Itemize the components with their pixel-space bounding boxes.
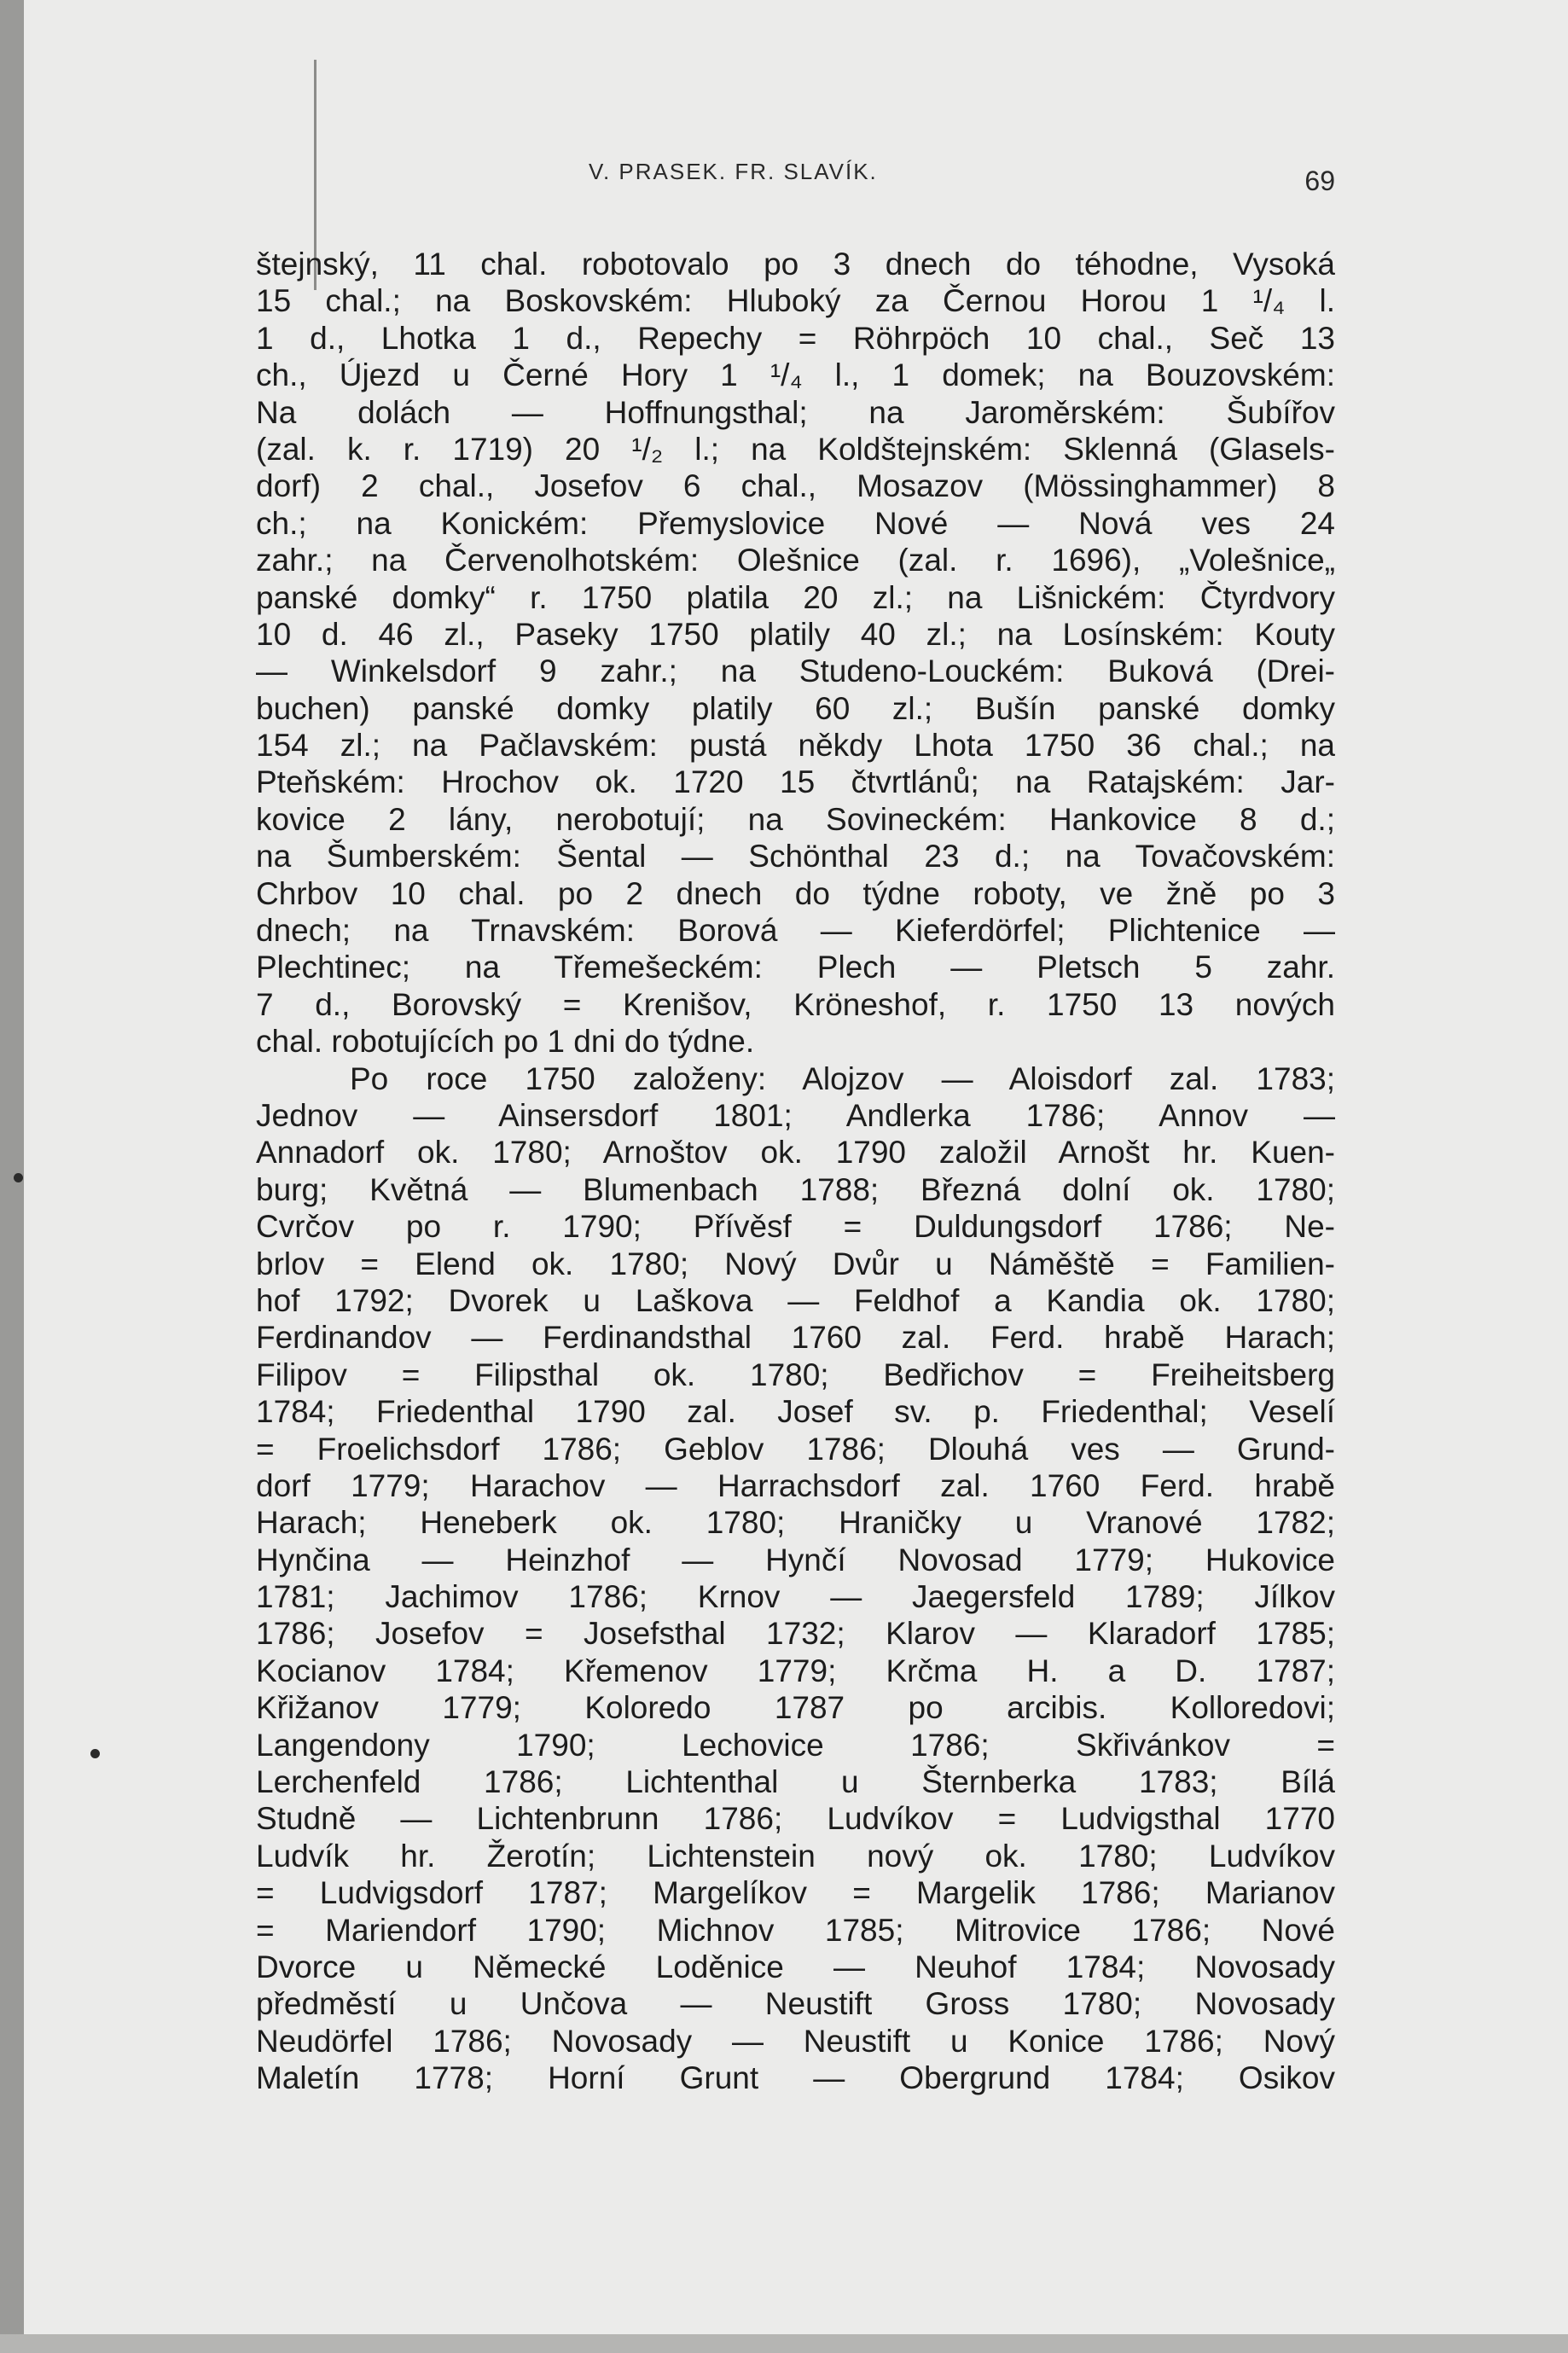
text-line: kovice 2 lány, nerobotují; na Sovineckém: Hankovice 8 d.;	[256, 801, 1335, 837]
text-line: 7 d., Borovský = Krenišov, Kröneshof, r. 1750 13 nových	[256, 986, 1335, 1022]
text-line: zahr.; na Červenolhotském: Olešnice (zal. r. 1696), „Volešnice„	[256, 543, 1335, 578]
text-line: Plechtinec; na Třemešeckém: Plech — Pletsch 5 zahr.	[256, 950, 1335, 985]
page-bottom-edge	[0, 2334, 1568, 2353]
text-line: ch., Újezd u Černé Hory 1 ¹/₄ l., 1 domek; na Bouzovském:	[256, 357, 1335, 393]
text-line: dorf) 2 chal., Josefov 6 chal., Mosazov (Mössinghammer) 8	[256, 468, 1335, 504]
text-line: předměstí u Unčova — Neustift Gross 1780; Novosady	[256, 1986, 1335, 2022]
text-line: Křižanov 1779; Koloredo 1787 po arcibis. Kolloredovi;	[256, 1690, 1335, 1726]
text-line: Maletín 1778; Horní Grunt — Obergrund 1784; Osikov	[256, 2060, 1335, 2096]
text-line: Na dolách — Hoffnungsthal; na Jaroměrském: Šubířov	[256, 394, 1335, 430]
text-line: Po roce 1750 založeny: Alojzov — Aloisdorf zal. 1783;	[350, 1060, 1335, 1096]
margin-dot	[90, 1749, 100, 1758]
text-line: štejnský, 11 chal. robotovalo po 3 dnech do téhodne, Vysoká	[256, 247, 1335, 282]
text-line: Kocianov 1784; Křemenov 1779; Krčma H. a D. 1787;	[256, 1653, 1335, 1688]
text-line: Dvorce u Německé Loděnice — Neuhof 1784; Novosady	[256, 1949, 1335, 1984]
text-line: Harach; Heneberk ok. 1780; Hraničky u Vranové 1782;	[256, 1505, 1335, 1541]
text-line: 15 chal.; na Boskovském: Hluboký za Černou Horou 1 ¹/₄ l.	[256, 283, 1335, 319]
text-line: dnech; na Trnavském: Borová — Kieferdörfel; Plichtenice —	[256, 913, 1335, 949]
text-line: Chrbov 10 chal. po 2 dnech do týdne roboty, ve žně po 3	[256, 875, 1335, 911]
text-line: Ferdinandov — Ferdinandsthal 1760 zal. Ferd. hrabě Harach;	[256, 1320, 1335, 1356]
text-line: Neudörfel 1786; Novosady — Neustift u Konice 1786; Nový	[256, 2023, 1335, 2059]
text-line: = Mariendorf 1790; Michnov 1785; Mitrovice 1786; Nové	[256, 1912, 1335, 1948]
text-line: Annadorf ok. 1780; Arnoštov ok. 1790 založil Arnošt hr. Kuen-	[256, 1135, 1335, 1171]
text-line: 1781; Jachimov 1786; Krnov — Jaegersfeld 1789; Jílkov	[256, 1579, 1335, 1615]
text-line: Pteňském: Hrochov ok. 1720 15 čtvrtlánů; na Ratajském: Jar-	[256, 764, 1335, 800]
text-line: panské domky“ r. 1750 platila 20 zl.; na Lišnickém: Čtyrdvory	[256, 579, 1335, 615]
page-number: 69	[1304, 166, 1335, 196]
text-line: 1 d., Lhotka 1 d., Repechy = Röhrpöch 10 chal., Seč 13	[256, 320, 1335, 356]
text-line: Lerchenfeld 1786; Lichtenthal u Šternberka 1783; Bílá	[256, 1764, 1335, 1800]
text-line: 10 d. 46 zl., Paseky 1750 platily 40 zl.; na Losínském: Kouty	[256, 616, 1335, 652]
text-line: ch.; na Konickém: Přemyslovice Nové — Nová ves 24	[256, 505, 1335, 541]
text-line: — Winkelsdorf 9 zahr.; na Studeno-Louckém: Buková (Drei-	[256, 654, 1335, 689]
text-line: Langendony 1790; Lechovice 1786; Skřivánkov =	[256, 1727, 1335, 1763]
text-line: = Froelichsdorf 1786; Geblov 1786; Dlouhá ves — Grund-	[256, 1431, 1335, 1467]
text-line: 154 zl.; na Pačlavském: pustá někdy Lhota 1750 36 chal.; na	[256, 728, 1335, 764]
text-line: brlov = Elend ok. 1780; Nový Dvůr u Náměště = Familien-	[256, 1246, 1335, 1281]
text-line: 1784; Friedenthal 1790 zal. Josef sv. p. Friedenthal; Veselí	[256, 1394, 1335, 1430]
text-line: 1786; Josefov = Josefsthal 1732; Klarov — Klaradorf 1785;	[256, 1616, 1335, 1652]
text-line: dorf 1779; Harachov — Harrachsdorf zal. 1760 Ferd. hrabě	[256, 1467, 1335, 1503]
text-line: hof 1792; Dvorek u Laškova — Feldhof a Kandia ok. 1780;	[256, 1282, 1335, 1318]
header-title: V. PRASEK. FR. SLAVÍK.	[589, 159, 878, 184]
text-line: Hynčina — Heinzhof — Hynčí Novosad 1779; Hukovice	[256, 1542, 1335, 1577]
text-line: (zal. k. r. 1719) 20 ¹/₂ l.; na Koldštejnském: Sklenná (Glasels-	[256, 431, 1335, 467]
body-text	[256, 246, 1335, 2097]
text-line: burg; Květná — Blumenbach 1788; Březná dolní ok. 1780;	[256, 1171, 1335, 1207]
margin-dot	[14, 1173, 23, 1182]
text-line: chal. robotujících po 1 dni do týdne.	[256, 1024, 755, 1060]
text-line: Ludvík hr. Žerotín; Lichtenstein nový ok. 1780; Ludvíkov	[256, 1838, 1335, 1874]
text-line: na Šumberském: Šental — Schönthal 23 d.; na Tovačovském:	[256, 839, 1335, 874]
text-line: Jednov — Ainsersdorf 1801; Andlerka 1786; Annov —	[256, 1097, 1335, 1133]
running-header	[256, 155, 1335, 206]
text-line: Cvrčov po r. 1790; Přívěsf = Duldungsdorf 1786; Ne-	[256, 1209, 1335, 1245]
text-line: Studně — Lichtenbrunn 1786; Ludvíkov = Ludvigsthal 1770	[256, 1801, 1335, 1837]
text-line: Filipov = Filipsthal ok. 1780; Bedřichov = Freiheitsberg	[256, 1357, 1335, 1392]
text-line: = Ludvigsdorf 1787; Margelíkov = Margelik 1786; Marianov	[256, 1875, 1335, 1911]
text-line: buchen) panské domky platily 60 zl.; Bušín panské domky	[256, 690, 1335, 726]
